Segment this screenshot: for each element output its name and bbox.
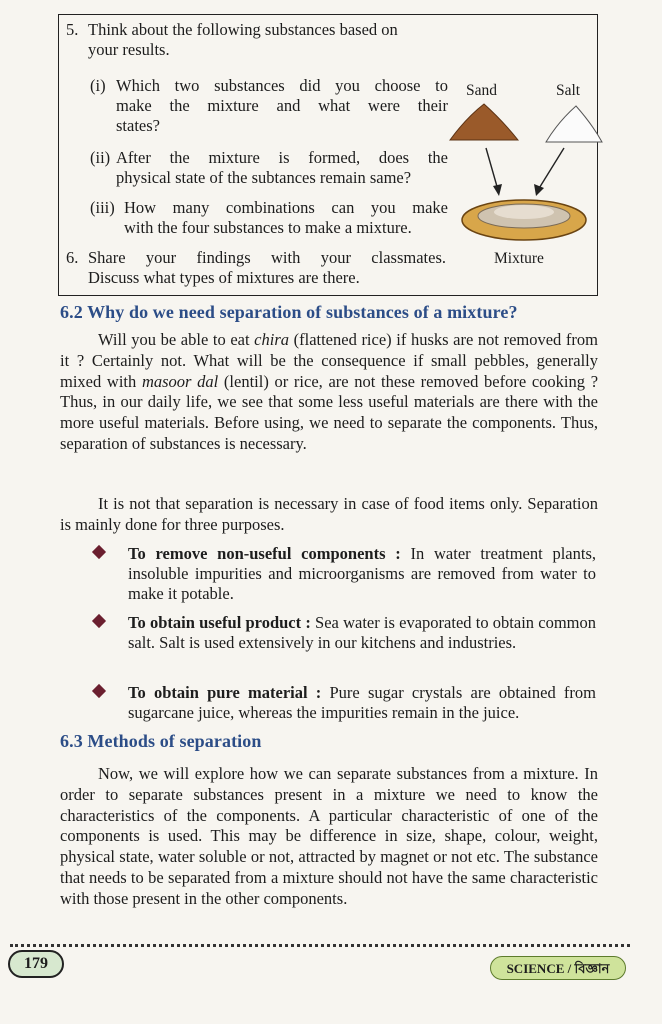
salt-label: Salt	[556, 82, 581, 99]
question-text: your results.	[88, 40, 170, 59]
bullet-diamond-icon	[92, 614, 106, 628]
paragraph: Will you be able to eat chira (flattened rice) if husks are not removed from it ? Certainly not. What will be the consequence if small pebbles, generally mixed with masoor dal (lentil) or rice, are not these removed before cooking ? Thus, in our daily life, we see that some less useful materials are there with the more useful materials. Before using, we need to separate the components. Thus, separation of substances is necessary.	[60, 330, 599, 453]
mixture-label: Mixture	[494, 250, 544, 267]
bullet-item: To obtain useful product : Sea water is evaporated to obtain common salt. Salt is used extensively in our kitchens and industries.	[128, 613, 596, 652]
bullet-diamond-icon	[92, 545, 106, 559]
salt-pile-icon	[546, 106, 602, 142]
question-number: 5.	[66, 20, 79, 39]
subject-badge: SCIENCE / বিজ্ঞান	[490, 956, 626, 980]
sand-label: Sand	[466, 82, 497, 99]
question-text: How many combinations can you make	[124, 198, 448, 217]
paragraph: Now, we will explore how we can separate substances from a mixture. In order to separate substances present in a mixture we need to know the characteristics of the components. A particular characteristic of one of the components is used. This may be difference in size, shape, colour, weight, physical state, water soluble or not, attracted by magnet or not etc. The substance that needs to be separated from a mixture should not have the same characteristic with those present in the other components.	[60, 764, 598, 908]
question-5-ii	[90, 148, 448, 188]
question-text: Which two substances did you choose to	[116, 76, 448, 95]
page-number: 179	[8, 950, 64, 978]
section-heading-6-2: 6.2 Why do we need separation of substances of a mixture?	[60, 302, 518, 322]
question-text: with the four substances to make a mixture.	[124, 218, 412, 237]
bullet-item: To remove non-useful components : In water treatment plants, insoluble impurities and microorganisms are removed from water to make it potable.	[128, 544, 596, 603]
sand-salt-mixture-figure	[446, 100, 606, 250]
question-text: Share your findings with your classmates.	[88, 248, 446, 267]
question-number: (i)	[90, 76, 106, 95]
question-text: Think about the following substances based on	[88, 20, 398, 39]
bullet-item: To obtain pure material : Pure sugar crystals are obtained from sugarcane juice, whereas the impurities remain in the juice.	[128, 683, 596, 722]
question-text: states?	[116, 116, 160, 135]
bullet-diamond-icon	[92, 684, 106, 698]
question-5-iii	[90, 198, 448, 238]
paragraph: It is not that separation is necessary in case of food items only. Separation is mainly done for three purposes.	[60, 494, 598, 534]
question-5-i	[90, 76, 448, 136]
question-number: (ii)	[90, 148, 111, 167]
section-heading-6-3: 6.3 Methods of separation	[60, 731, 262, 751]
question-number: (iii)	[90, 198, 115, 217]
question-6	[66, 248, 446, 288]
footer-divider	[10, 944, 630, 947]
question-text: physical state of the subtances remain same?	[116, 168, 412, 187]
sand-pile-icon	[450, 104, 518, 140]
question-number: 6.	[66, 248, 79, 267]
question-5	[66, 20, 446, 60]
question-text: make the mixture and what were their	[116, 96, 448, 115]
question-text: After the mixture is formed, does the	[116, 148, 448, 167]
question-text: Discuss what types of mixtures are there.	[88, 268, 360, 287]
